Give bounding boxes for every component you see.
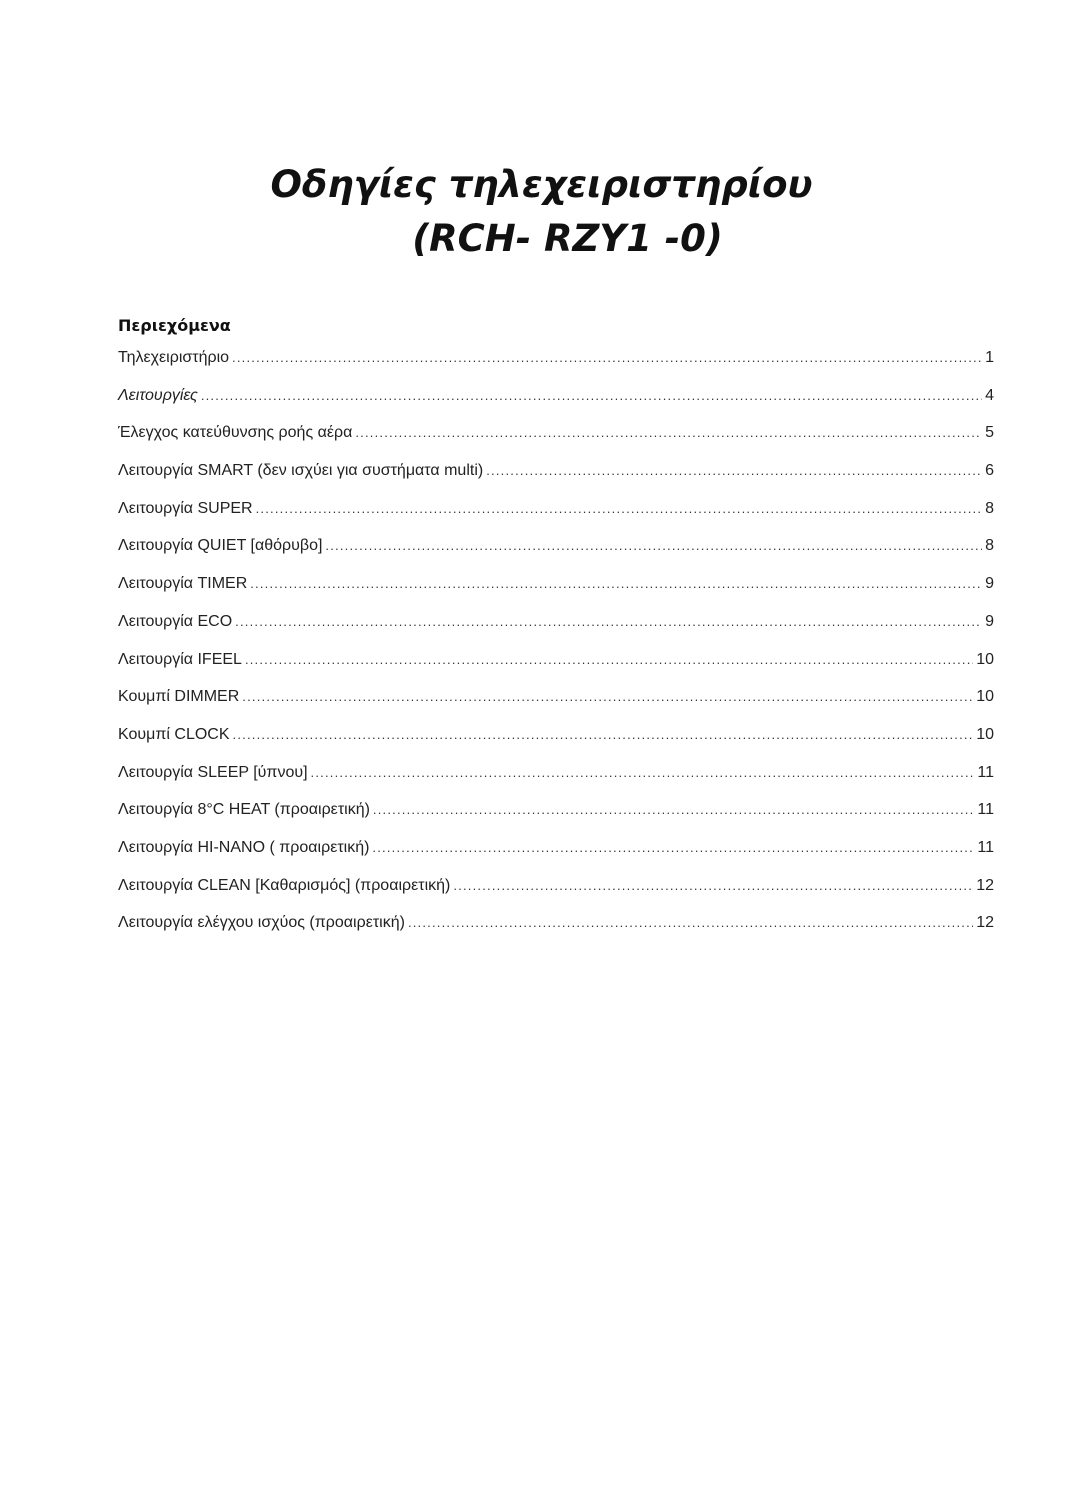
toc-entry-page: 8 <box>985 499 994 517</box>
table-of-contents <box>118 312 994 952</box>
toc-entry-label: Κουμπί CLOCK <box>118 725 230 743</box>
toc-entry-label: Λειτουργία IFEEL <box>118 650 242 668</box>
title-line-2: (RCH- RZY1 -0) <box>412 217 723 260</box>
toc-entry[interactable] <box>118 500 994 538</box>
toc-entry-label: Λειτουργίες <box>118 386 198 404</box>
toc-entry-label: Τηλεχειριστήριο <box>118 349 230 366</box>
toc-entry-page: 11 <box>977 801 994 819</box>
toc-entry-page: 9 <box>985 575 994 593</box>
title-line-1: Οδηγίες τηλεχειριστηρίου <box>270 163 813 206</box>
toc-entry-label: Λειτουργία HI-NANO ( προαιρετική) <box>118 838 370 856</box>
toc-entry-page: 12 <box>976 914 994 932</box>
toc-entry[interactable] <box>118 914 994 952</box>
toc-entry-label: Λειτουργία SUPER <box>118 499 253 517</box>
toc-entry-page: 12 <box>976 876 994 894</box>
toc-entry[interactable] <box>118 801 994 839</box>
toc-leader-dots <box>232 350 982 365</box>
toc-heading: Περιεχόμενα <box>118 316 231 335</box>
toc-entry-page: 10 <box>976 688 994 706</box>
toc-entry-page: 10 <box>976 725 994 743</box>
toc-leader-dots <box>250 576 982 591</box>
toc-leader-dots <box>486 463 982 478</box>
toc-entry[interactable] <box>118 613 994 651</box>
toc-leader-dots <box>355 425 982 440</box>
toc-leader-dots <box>256 501 983 516</box>
toc-entry[interactable] <box>118 839 994 877</box>
toc-entry-page: 10 <box>976 650 994 668</box>
toc-entry-page: 8 <box>985 537 994 555</box>
toc-entry[interactable] <box>118 651 994 689</box>
toc-entry[interactable] <box>118 877 994 915</box>
toc-entry[interactable] <box>118 575 994 613</box>
toc-entry[interactable] <box>118 424 994 462</box>
toc-leader-dots <box>233 727 974 742</box>
toc-entry-label: Λειτουργία CLEAN [Καθαρισμός] (προαιρετική) <box>118 876 451 894</box>
toc-leader-dots <box>311 765 975 780</box>
toc-entry[interactable] <box>118 688 994 726</box>
toc-leader-dots <box>453 878 973 893</box>
toc-entry-page: 5 <box>985 424 994 442</box>
toc-entry-label: Λειτουργία TIMER <box>118 575 248 593</box>
toc-entry[interactable] <box>118 726 994 764</box>
toc-leader-dots <box>235 614 982 629</box>
toc-entry-label: Λειτουργία QUIET [αθόρυβο] <box>118 537 323 555</box>
toc-entry-label: Λειτουργία ελέγχου ισχύος (προαιρετική) <box>118 914 405 932</box>
toc-entry-page: 9 <box>985 612 994 630</box>
toc-entry-page: 11 <box>977 838 994 856</box>
toc-leader-dots <box>325 538 982 553</box>
toc-entry-page: 4 <box>985 386 994 404</box>
toc-leader-dots <box>242 689 973 704</box>
document-title <box>0 158 1083 266</box>
toc-entry-page: 11 <box>977 763 994 781</box>
toc-entry-label: Έλεγχος κατεύθυνσης ροής αέρα <box>118 424 353 442</box>
toc-entry[interactable] <box>118 764 994 802</box>
toc-entry[interactable] <box>118 349 994 387</box>
toc-entry-page: 1 <box>985 349 994 366</box>
toc-entry-label: Λειτουργία SLEEP [ύπνου] <box>118 763 308 781</box>
toc-entry[interactable] <box>118 537 994 575</box>
toc-entry-label: Λειτουργία SMART (δεν ισχύει για συστήματα multi) <box>118 462 484 480</box>
toc-leader-dots <box>408 915 973 930</box>
toc-leader-dots <box>373 802 974 817</box>
toc-entry-label: Κουμπί DIMMER <box>118 688 240 706</box>
toc-leader-dots <box>201 388 982 403</box>
toc-entry[interactable] <box>118 462 994 500</box>
toc-entry-label: Λειτουργία 8°C HEAT (προαιρετική) <box>118 801 370 819</box>
toc-leader-dots <box>372 840 974 855</box>
toc-entry[interactable] <box>118 387 994 425</box>
toc-entry-page: 6 <box>985 462 994 480</box>
toc-entry-label: Λειτουργία ECO <box>118 612 233 630</box>
toc-leader-dots <box>245 652 973 667</box>
toc-list <box>118 349 994 952</box>
